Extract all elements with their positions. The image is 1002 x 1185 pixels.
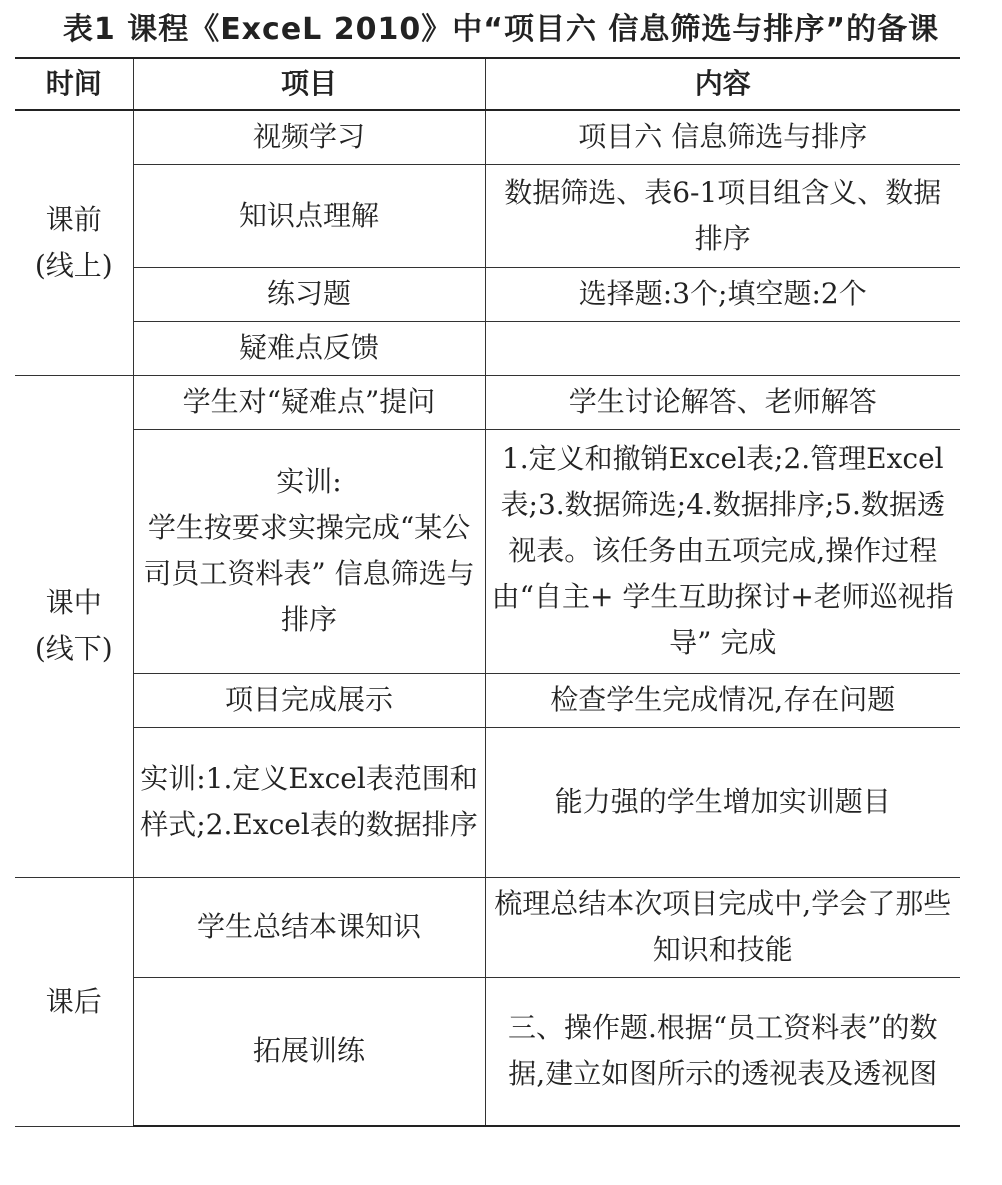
- content-cell: 项目六 信息筛选与排序: [485, 110, 960, 164]
- item-cell: 实训:1.定义Excel表范围和样式;2.Excel表的数据排序: [133, 727, 485, 877]
- content-cell: [485, 321, 960, 375]
- header-row: [15, 58, 960, 110]
- table-row: [15, 267, 960, 321]
- content-cell: 数据筛选、表6-1项目组含义、数据排序: [485, 164, 960, 267]
- content-cell: 选择题:3个;填空题:2个: [485, 267, 960, 321]
- content-cell: 检查学生完成情况,存在问题: [485, 673, 960, 727]
- header-time: 时间: [15, 58, 133, 110]
- content-cell: 三、操作题.根据“员工资料表”的数据,建立如图所示的透视表及透视图: [485, 977, 960, 1126]
- content-cell: 能力强的学生增加实训题目: [485, 727, 960, 877]
- table-row: [15, 164, 960, 267]
- header-content: 内容: [485, 58, 960, 110]
- item-cell: 拓展训练: [133, 977, 485, 1126]
- table-row: [15, 375, 960, 429]
- item-cell: 视频学习: [133, 110, 485, 164]
- item-cell: 练习题: [133, 267, 485, 321]
- item-cell: 知识点理解: [133, 164, 485, 267]
- item-cell: 实训: 学生按要求实操完成“某公司员工资料表” 信息筛选与排序: [133, 429, 485, 673]
- table-row: [15, 321, 960, 375]
- phase-after-class: 课后: [15, 877, 133, 1126]
- content-cell: 学生讨论解答、老师解答: [485, 375, 960, 429]
- table-caption: 表1 课程《ExceL 2010》中“项目六 信息筛选与排序”的备课: [62, 12, 940, 47]
- table-row: [15, 727, 960, 877]
- phase-pre-class: 课前 (线上): [15, 110, 133, 375]
- phase-in-class: 课中 (线下): [15, 375, 133, 877]
- table-row: [15, 110, 960, 164]
- table-row: [15, 429, 960, 673]
- table-row: [15, 977, 960, 1126]
- item-cell: 学生总结本课知识: [133, 877, 485, 977]
- item-cell: 学生对“疑难点”提问: [133, 375, 485, 429]
- item-cell: 项目完成展示: [133, 673, 485, 727]
- table-row: [15, 877, 960, 977]
- table-row: [15, 673, 960, 727]
- header-item: 项目: [133, 58, 485, 110]
- content-cell: 1.定义和撤销Excel表;2.管理Excel表;3.数据筛选;4.数据排序;5.数据透视表。该任务由五项完成,操作过程由“自主+ 学生互助探讨+老师巡视指导” 完成: [485, 429, 960, 673]
- item-cell: 疑难点反馈: [133, 321, 485, 375]
- content-cell: 梳理总结本次项目完成中,学会了那些知识和技能: [485, 877, 960, 977]
- lesson-prep-table: [15, 57, 960, 1127]
